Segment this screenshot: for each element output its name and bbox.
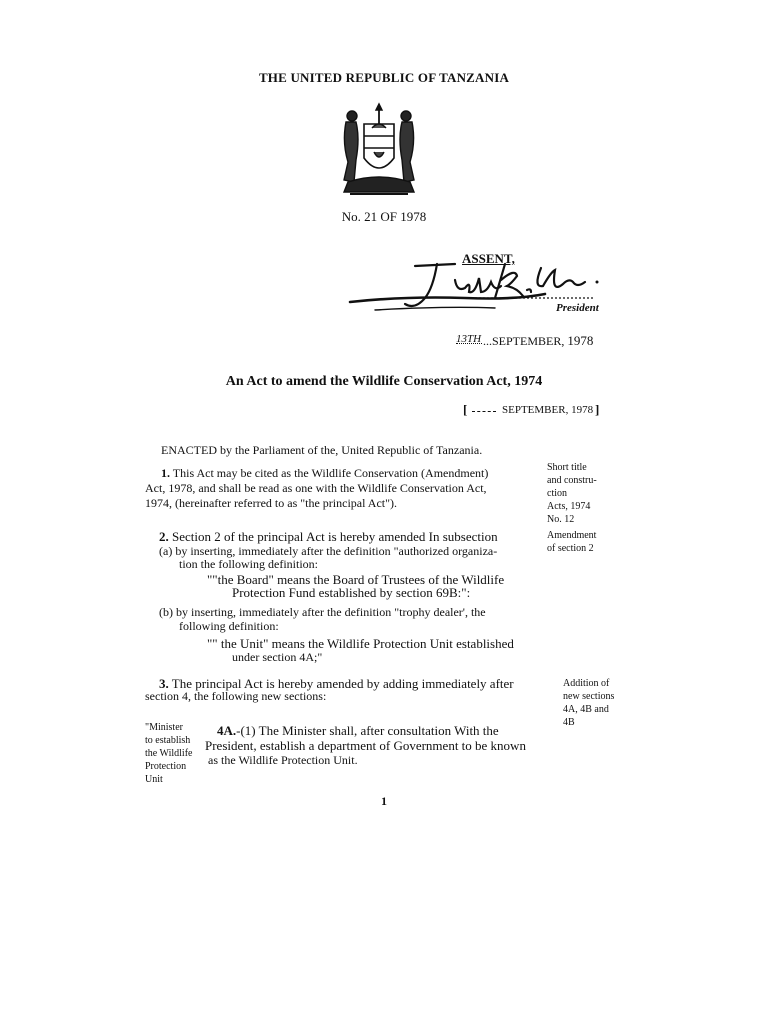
section-3-number: 3. <box>159 676 169 691</box>
commencement-bracket-open: [ <box>463 402 468 417</box>
section-2-margin-note: Amendment of section 2 <box>547 530 597 554</box>
section-3-line-1: 3. The principal Act is hereby amended by adding immediately after <box>159 676 514 691</box>
act-title: An Act to amend the Wildlife Conservation Act, 1974 <box>225 374 543 389</box>
section-2-a-line-2: tion the following definition: <box>179 557 318 571</box>
signature-role: President <box>556 302 599 314</box>
section-3-margin-note: Addition of new sections 4A, 4B and 4B <box>563 678 615 728</box>
section-2-a-definition-2: Protection Fund established by section 69B:": <box>232 585 471 600</box>
section-2-a-definition-1: ""the Board" means the Board of Trustees of the Wildlife <box>207 572 505 587</box>
section-2-b-definition-2: under section 4A;" <box>232 650 323 664</box>
section-4a-line-3: as the Wildlife Protection Unit. <box>208 753 358 767</box>
section-4a-line-2: President, establish a department of Government to be known <box>205 738 526 753</box>
assent-year: 1978 <box>567 333 594 348</box>
section-1-number: 1. <box>161 466 170 480</box>
coat-of-arms-emblem <box>334 102 424 198</box>
section-4a-number: 4A. <box>217 723 237 738</box>
commencement-bracket-close: ] <box>595 402 600 417</box>
enacting-clause: ENACTED by the Parliament of the, United Republic of Tanzania. <box>161 443 483 457</box>
section-2-b-line-1: (b) by inserting, immediately after the definition "trophy dealer', the <box>159 605 486 619</box>
page-number: 1 <box>381 794 387 808</box>
section-1-line-1: 1. This Act may be cited as the Wildlife Conservation (Amendment) <box>161 466 489 480</box>
commencement-date: SEPTEMBER, 1978 <box>502 404 594 416</box>
section-3-line-2: section 4, the following new sections: <box>145 689 327 703</box>
section-2-line-1: 2. Section 2 of the principal Act is hereby amended In subsection <box>159 529 498 544</box>
section-1-margin-note: Short title and constru- ction Acts, 1974 No. 12 <box>547 462 597 525</box>
commencement-blank <box>472 411 496 412</box>
section-1-line-2: Act, 1978, and shall be read as one with the Wildlife Conservation Act, <box>145 481 487 495</box>
section-2-a-line-1: (a) by inserting, immediately after the definition "authorized organiza- <box>159 544 498 558</box>
section-1-line-3: 1974, (hereinafter referred to as "the principal Act"). <box>145 496 398 510</box>
assent-date: ...SEPTEMBER, 1978 <box>483 333 594 348</box>
assent-label: ASSENT, <box>462 251 515 266</box>
section-4a-line-1: 4A.-(1) The Minister shall, after consultation With the <box>217 723 499 738</box>
republic-title: THE UNITED REPUBLIC OF TANZANIA <box>258 70 510 85</box>
assent-day-dots <box>456 343 482 344</box>
assent-month: SEPTEMBER, <box>492 334 565 348</box>
assent-day: 13TH <box>456 333 482 345</box>
section-2-b-definition-1: "" the Unit" means the Wildlife Protection Unit established <box>207 636 514 651</box>
act-number: No. 21 OF 1978 <box>341 209 427 224</box>
section-4a-margin-note: "Minister to establish the Wildlife Protection Unit <box>145 722 193 785</box>
section-2-b-line-2: following definition: <box>179 619 279 633</box>
section-2-number: 2. <box>159 529 169 544</box>
